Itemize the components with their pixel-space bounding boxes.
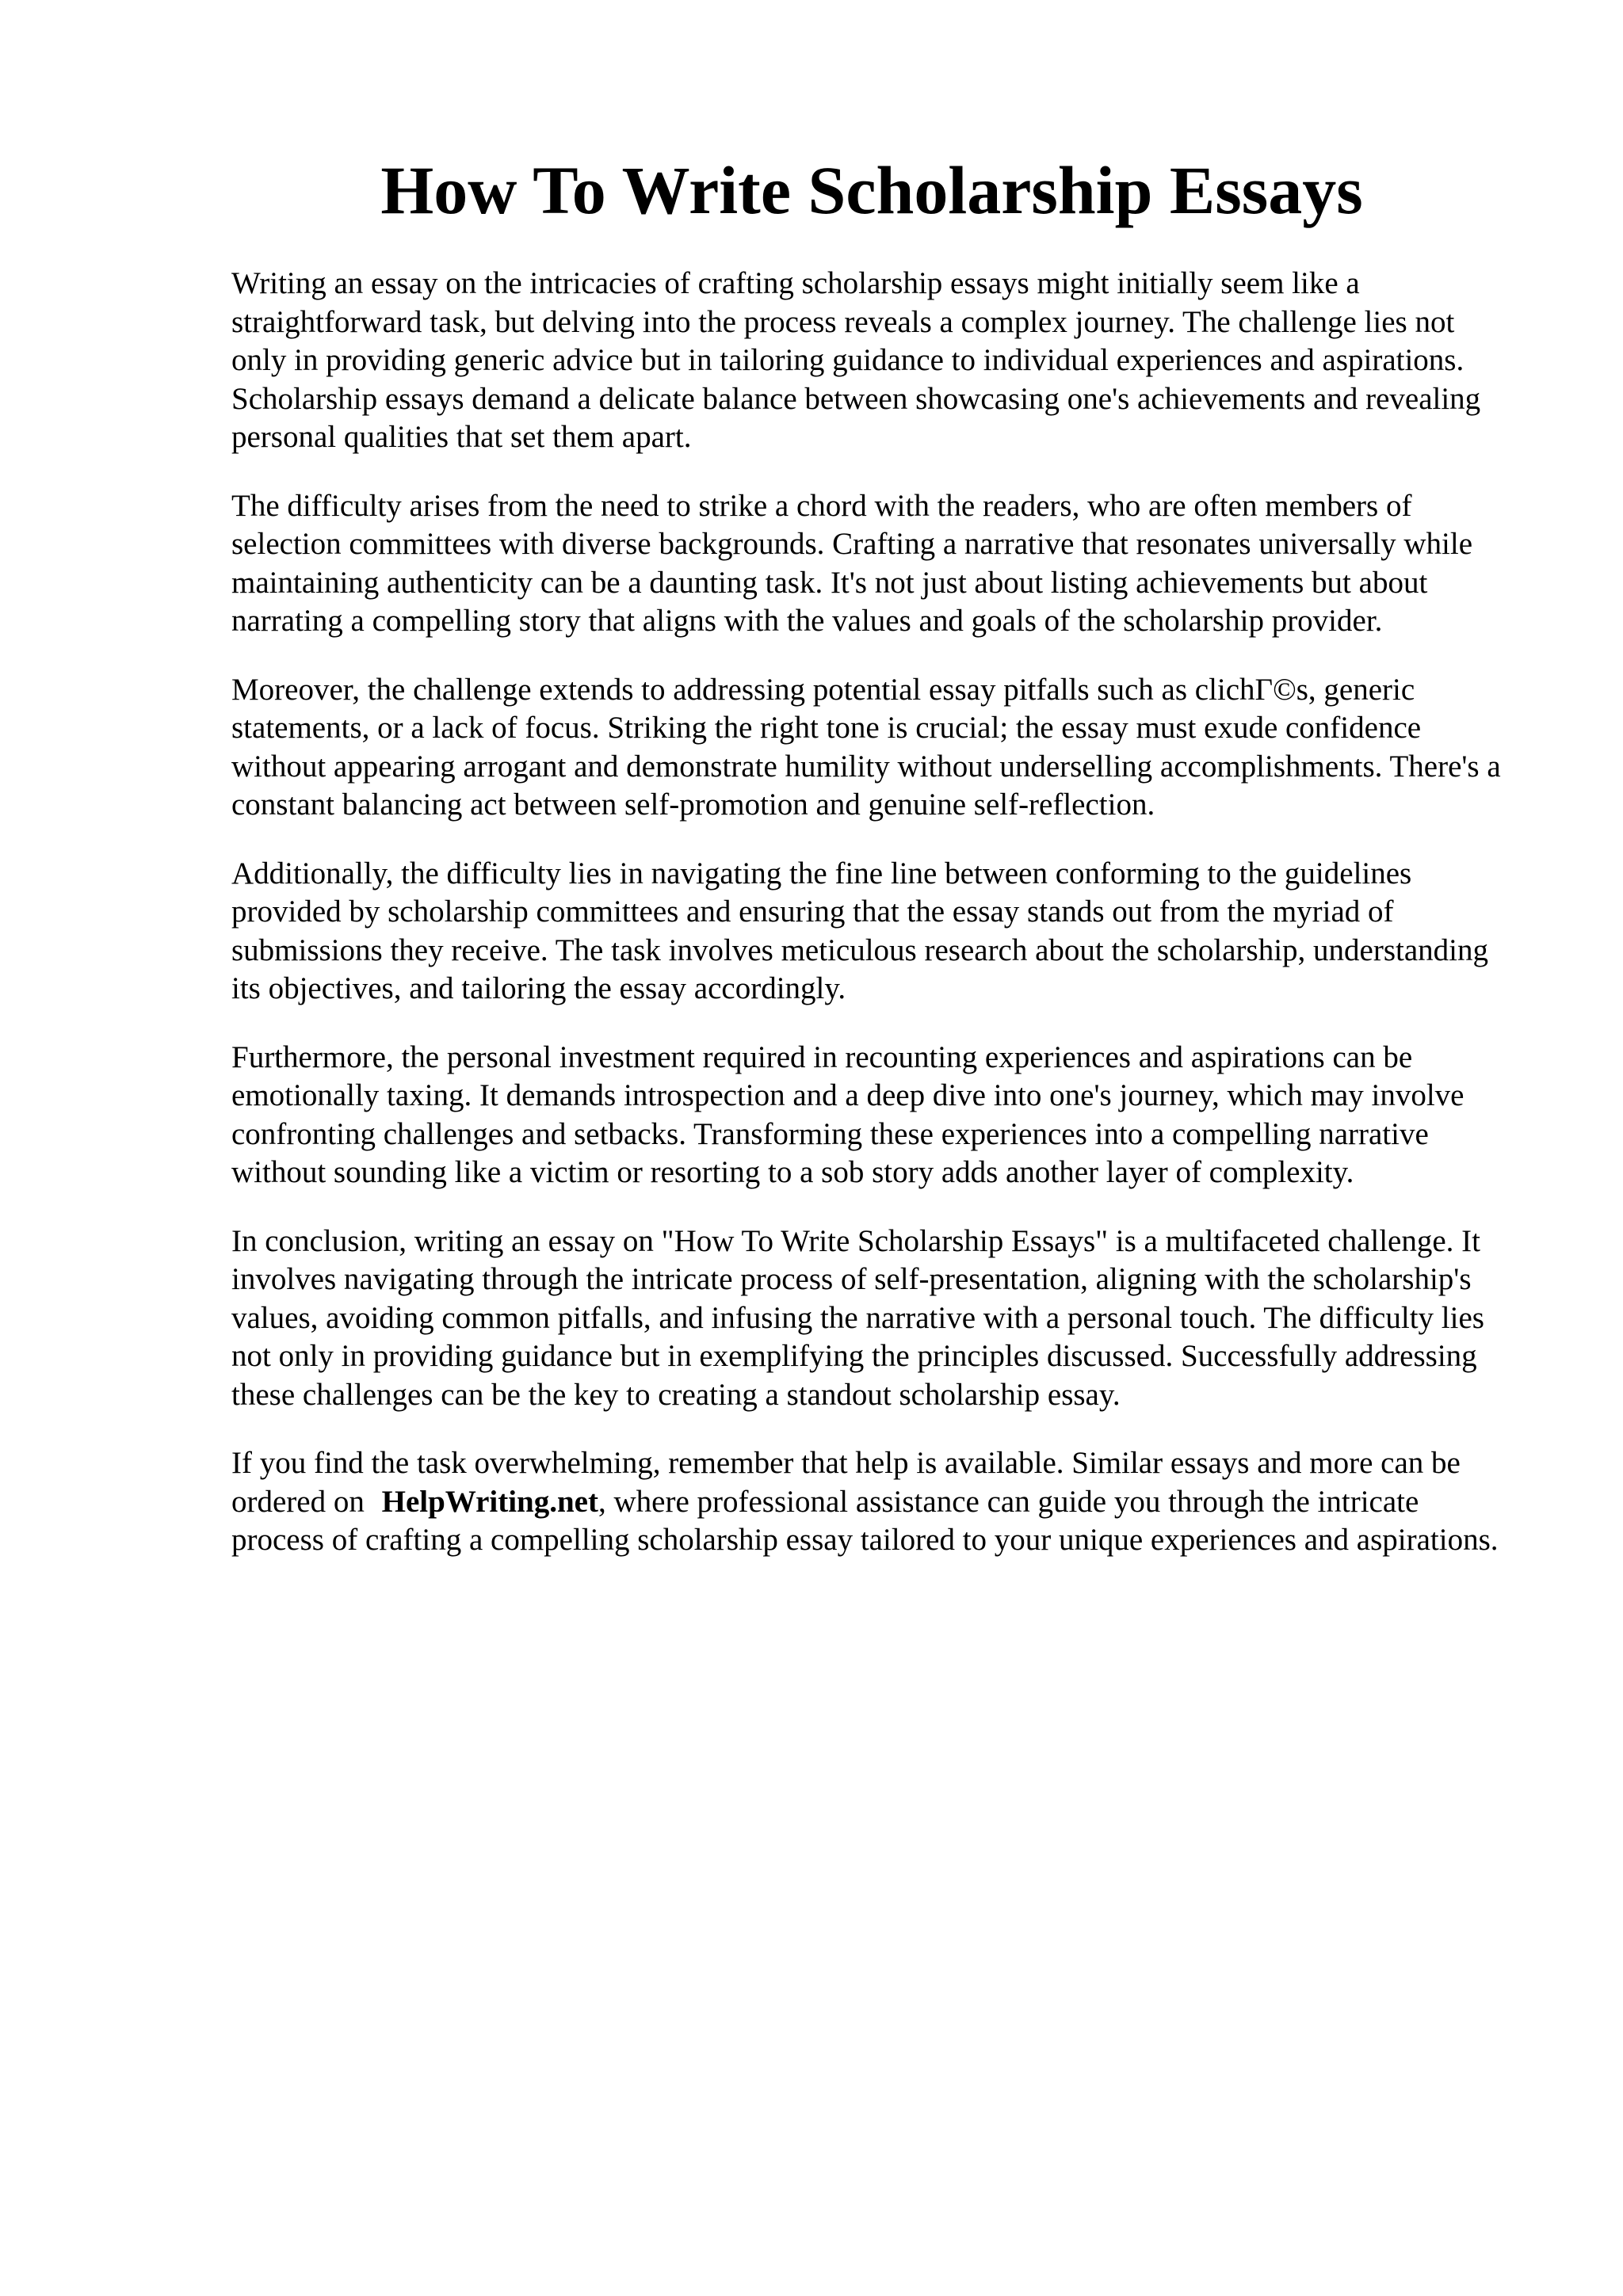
paragraph-4: Additionally, the difficulty lies in navigating the fine line between conforming to the guidelines provided by scholarship committees and ensuring that the essay stands out from the myriad of submissions they receive. The task involves meticulous research about the scholarship, understanding its objectives, and tailoring the essay accordingly. — [231, 856, 1488, 1005]
paragraph-6: In conclusion, writing an essay on "How To Write Scholarship Essays" is a multifaceted challenge. It involves navigating through the intricate process of self-presentation, aligning with the scholarship's values, avoiding common pitfalls, and infusing the narrative with a personal touch. The difficulty lies not only in providing guidance but in exemplifying the principles discussed. Successfully addressing these challenges can be the key to creating a standout scholarship essay. — [231, 1223, 1484, 1412]
helpwriting-link[interactable]: HelpWriting.net — [381, 1484, 598, 1519]
paragraph-5: Furthermore, the personal investment required in recounting experiences and aspirations can be emotionally taxing. It demands introspection and a deep dive into one's journey, which may involve confronting challenges and setbacks. Transforming these experiences into a compelling narrative without sounding like a victim or resorting to a sob story adds another layer of complexity. — [231, 1039, 1465, 1189]
document-body — [231, 265, 1507, 1590]
document-title: How To Write Scholarship Essays — [380, 152, 1363, 228]
closing-text-after-link: , where professional assistance can guide you through the intricate process of crafting a compelling scholarship essay tailored to your unique experiences and aspirations. — [231, 1484, 1499, 1557]
paragraph-2: The difficulty arises from the need to strike a chord with the readers, who are often members of selection committees with diverse backgrounds. Crafting a narrative that resonates universally while maintaining authenticity can be a daunting task. It's not just about listing achievements but about narrating a compelling story that aligns with the values and goals of the scholarship provider. — [231, 488, 1473, 638]
closing-text-before-link: If you find the task overwhelming, remember that help is available. Similar essays and more can be ordered on — [231, 1446, 1461, 1519]
closing-paragraph — [231, 1444, 1507, 1560]
paragraph-3: Moreover, the challenge extends to addressing potential essay pitfalls such as clichΓ©s, generic statements, or a lack of focus. Striking the right tone is crucial; the essay must exude confidence without appearing arrogant and demonstrate humility without underselling accomplishments. There's a constant balancing act between self-promotion and genuine self-reflection. — [231, 672, 1501, 822]
paragraph-1: Writing an essay on the intricacies of crafting scholarship essays might initially seem like a straightforward task, but delving into the process reveals a complex journey. The challenge lies not only in providing generic advice but in tailoring guidance to individual experiences and aspirations. Scholarship essays demand a delicate balance between showcasing one's achievements and revealing personal qualities that set them apart. — [231, 266, 1481, 454]
